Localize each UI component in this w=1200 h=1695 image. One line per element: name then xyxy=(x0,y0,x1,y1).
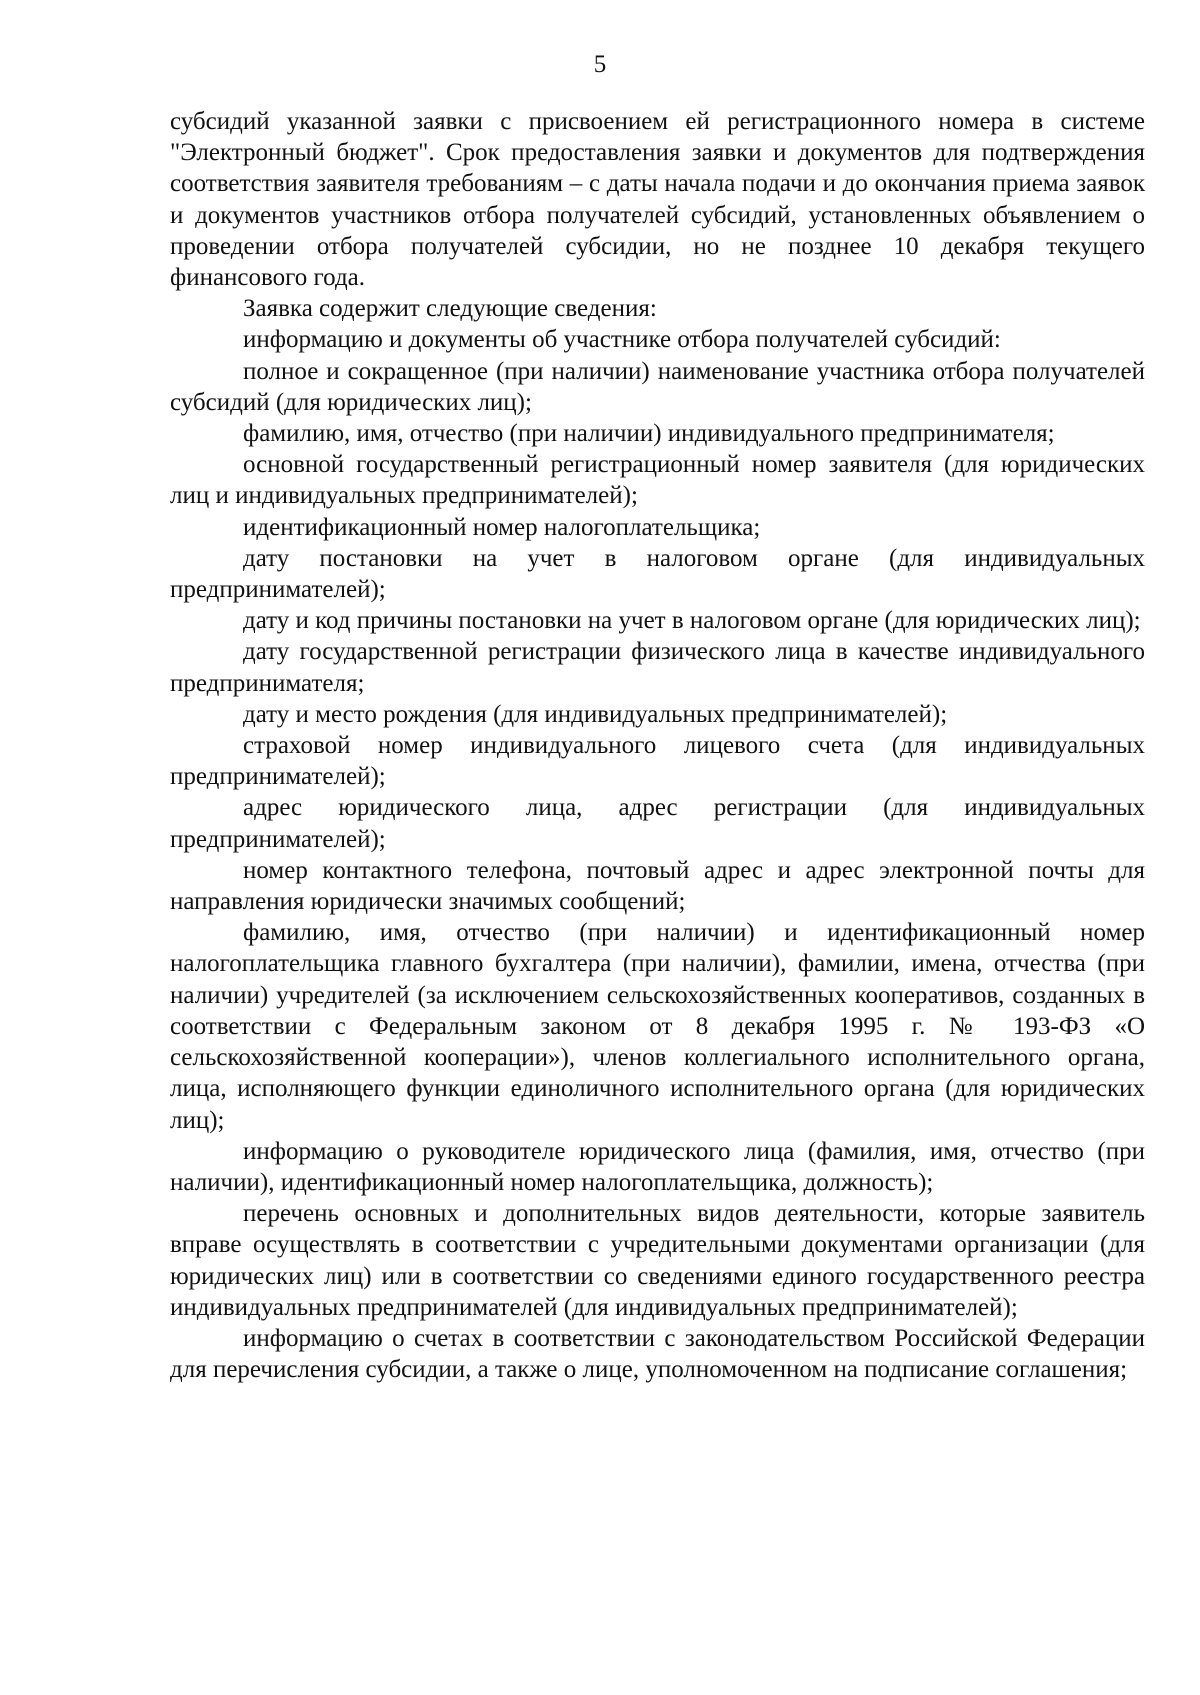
paragraph-inn: идентификационный номер налогоплательщика; xyxy=(243,513,761,541)
page-number: 5 xyxy=(593,51,607,78)
paragraph-snils: страховой номер индивидуального лицевого счета (для индивидуальных предпринимателей); xyxy=(170,732,1145,791)
paragraph-ogrn: основной государственный регистрационный номер заявителя (для юридических лиц и индивидуальных предпринимателей); xyxy=(170,451,1145,510)
paragraph-head-info: информацию о руководителе юридического лица (фамилия, имя, отчество (при наличии), идентификационный номер налогоплательщика, должность); xyxy=(170,1137,1145,1196)
paragraph-state-registration-date: дату государственной регистрации физического лица в качестве индивидуального предпринимателя; xyxy=(170,638,1145,697)
paragraph-kpp: дату и код причины постановки на учет в налоговом органе (для юридических лиц); xyxy=(243,607,1141,635)
paragraph-address: адрес юридического лица, адрес регистрации (для индивидуальных предпринимателей); xyxy=(170,794,1145,853)
paragraph-entrepreneur-name: фамилию, имя, отчество (при наличии) индивидуального предпринимателя; xyxy=(243,420,1055,448)
paragraph-birth-date-place: дату и место рождения (для индивидуальных предпринимателей); xyxy=(243,700,948,728)
paragraph-contacts: номер контактного телефона, почтовый адрес и адрес электронной почты для направления юридически значимых сообщений; xyxy=(170,856,1145,916)
document-body xyxy=(170,106,1145,1385)
paragraph-bank-accounts: информацию о счетах в соответствии с законодательством Российской Федерации для перечисления субсидии, а также о лице, уполномоченном на подписание соглашения; xyxy=(170,1324,1145,1384)
paragraph-full-name: полное и сокращенное (при наличии) наименование участника отбора получателей субсидий (для юридических лиц); xyxy=(170,357,1145,416)
paragraph-continuation: субсидий указанной заявки с присвоением ей регистрационного номера в системе "Электронный бюджет". Срок предоставления заявки и документов для подтверждения соответствия заявителя требованиям – с даты начала подачи и до окончания приема заявок и документов участников отбора получателей субсидий, установленных объявлением о проведении отбора получателей субсидии, но не позднее 10 декабря текущего финансового года. xyxy=(170,108,1145,292)
paragraph-tax-registration-date: дату постановки на учет в налоговом органе (для индивидуальных предпринимателей); xyxy=(170,544,1145,604)
paragraph-accountant-founders: фамилию, имя, отчество (при наличии) и идентификационный номер налогоплательщика главного бухгалтера (при наличии), фамилии, имена, отчества (при наличии) учредителей (за исключением сельскохозяйственных кооперативов, созданных в соответствии с Федеральным законом от 8 декабря 1995 г. № 193-ФЗ «О сельскохозяйственной кооперации»), членов коллегиального исполнительного органа, лица, исполняющего функции единоличного исполнительного органа (для юридических лиц); xyxy=(170,919,1145,1134)
paragraph-application-contents: Заявка содержит следующие сведения: xyxy=(243,295,657,323)
paragraph-activity-types: перечень основных и дополнительных видов деятельности, которые заявитель вправе осуществлять в соответствии с учредительными документами организации (для юридических лиц) или в соответствии со сведениями единого государственного реестра индивидуальных предпринимателей (для индивидуальных предпринимателей); xyxy=(170,1200,1145,1321)
paragraph-participant-info: информацию и документы об участнике отбора получателей субсидий: xyxy=(243,326,1001,354)
